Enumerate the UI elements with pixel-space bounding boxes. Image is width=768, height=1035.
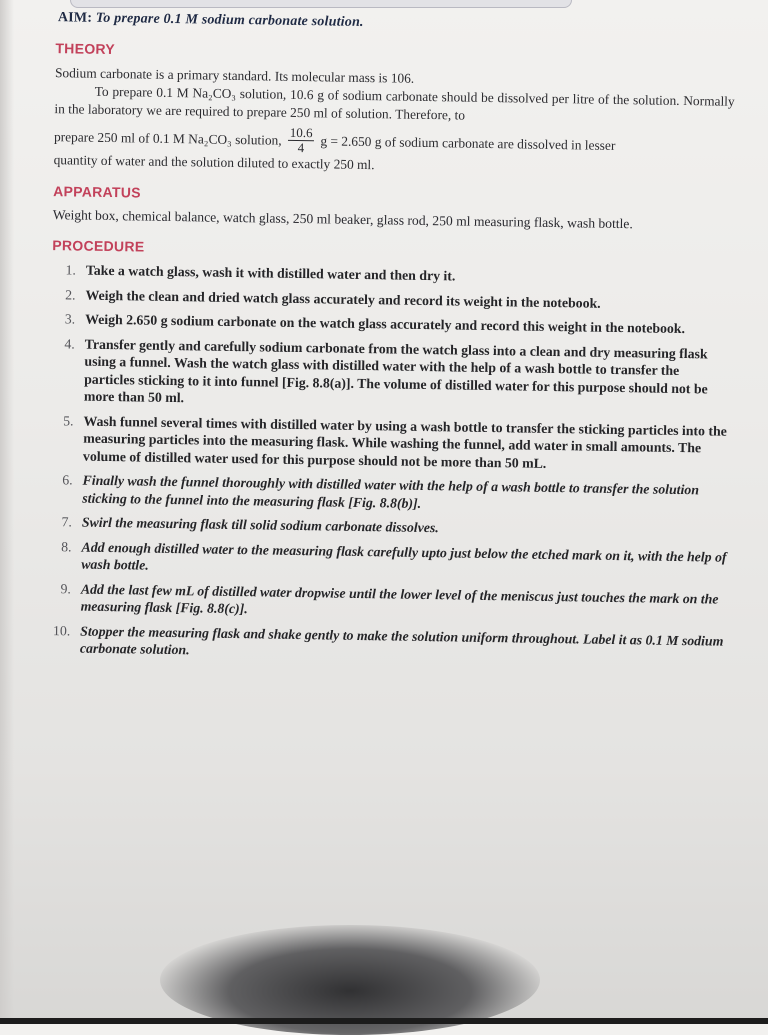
apparatus-heading: APPARATUS bbox=[53, 183, 142, 201]
step-number: 8. bbox=[61, 538, 72, 554]
step-text: Add enough distilled water to the measuring flask carefully upto just below the etched mark on it, with the help of wash bottle. bbox=[81, 539, 727, 573]
step-text: Transfer gently and carefully sodium carbonate from the watch glass into a clean and dry measuring flask using a funnel. Wash the watch glass with distilled water with the help of a wash bottle to transfer the particles sticking to it into funnel [Fig. 8.8(a)]. The volume of distilled water for this purpose should not be more than 50 ml. bbox=[83, 336, 708, 406]
procedure-step-3 bbox=[41, 310, 731, 338]
aim-line bbox=[58, 10, 736, 37]
theory-heading: THEORY bbox=[55, 40, 116, 58]
fraction-numerator: 10.6 bbox=[288, 126, 315, 141]
aim-text: To prepare 0.1 M sodium carbonate solution. bbox=[95, 10, 364, 30]
page-left-edge bbox=[0, 0, 14, 1024]
procedure-step-2 bbox=[41, 285, 731, 313]
step-text: Weigh the clean and dried watch glass accurately and record its weight in the notebook. bbox=[85, 287, 601, 311]
procedure-step-5 bbox=[39, 411, 730, 474]
fraction-denominator: 4 bbox=[297, 139, 305, 156]
procedure-step-10 bbox=[36, 621, 726, 667]
procedure-heading: PROCEDURE bbox=[52, 237, 145, 255]
procedure-step-4 bbox=[40, 334, 731, 415]
step-text: Weigh 2.650 g sodium carbonate on the watch glass accurately and record this weight in the notebook. bbox=[85, 311, 686, 337]
step-text: Swirl the measuring flask till solid sodium carbonate dissolves. bbox=[81, 514, 439, 536]
step-number: 1. bbox=[65, 262, 77, 278]
step-number: 10. bbox=[52, 622, 71, 638]
step-number: 5. bbox=[63, 412, 74, 428]
step-number: 6. bbox=[62, 472, 73, 488]
step-text: Take a watch glass, wash it with distilled water and then dry it. bbox=[85, 262, 456, 284]
step-text: Add the last few mL of distilled water dropwise until the lower level of the meniscus just touches the mark on the measuring flask [Fig. 8.8(c)]. bbox=[80, 581, 719, 617]
procedure-step-9 bbox=[37, 579, 727, 625]
step-text: Wash funnel several times with distilled water by using a wash bottle to transfer the sticking particles into the measuring particles into the measuring flask. While washing the funnel, add water in small amounts. The volume of distilled water used for this purpose should not be more than 50 mL. bbox=[82, 413, 727, 471]
step-number: 4. bbox=[64, 335, 75, 351]
fraction bbox=[287, 126, 314, 155]
procedure-step-6 bbox=[38, 471, 728, 517]
procedure-step-8 bbox=[37, 537, 727, 583]
aim-label: AIM: bbox=[57, 10, 93, 26]
theory-paragraph-2: To prepare 0.1 M Na₂CO₃ solution, 10.6 g of sodium carbonate should be dissolved per litre of the solution. Normally in the laboratory we are required to prepare 250 ml of solution. Therefore, to bbox=[54, 83, 735, 123]
theory-paragraph-1: Sodium carbonate is a primary standard. Its molecular mass is 106. bbox=[54, 65, 415, 86]
procedure-step-1 bbox=[42, 261, 732, 289]
step-number: 3. bbox=[64, 311, 76, 327]
bottom-edge bbox=[0, 1018, 768, 1024]
step-number: 7. bbox=[61, 514, 73, 530]
step-number: 2. bbox=[65, 286, 76, 302]
procedure-step-7 bbox=[38, 513, 728, 541]
step-text: Stopper the measuring flask and shake gently to make the solution uniform throughout. Label it as 0.1 M sodium carbonate solution. bbox=[79, 623, 724, 658]
procedure-steps bbox=[36, 261, 732, 667]
theory-formula-suffix: g = 2.650 g of sodium carbonate are dissolved in lesser bbox=[320, 132, 616, 153]
step-text: Finally wash the funnel thoroughly with distilled water with the help of a wash bottle to transfer the solution sticking to the funnel into the measuring flask [Fig. 8.8(b)]. bbox=[82, 472, 700, 511]
step-number: 9. bbox=[60, 580, 72, 596]
page-top-edge bbox=[70, 0, 572, 8]
document-page bbox=[36, 10, 736, 674]
theory-formula-prefix: prepare 250 ml of 0.1 M Na₂CO₃ solution, bbox=[53, 128, 282, 148]
apparatus-list: Weight box, chemical balance, watch glass, 250 ml beaker, glass rod, 250 ml measuring flask, wash bottle. bbox=[52, 207, 633, 232]
theory-paragraph-4: quantity of water and the solution diluted to exactly 250 ml. bbox=[53, 152, 375, 173]
